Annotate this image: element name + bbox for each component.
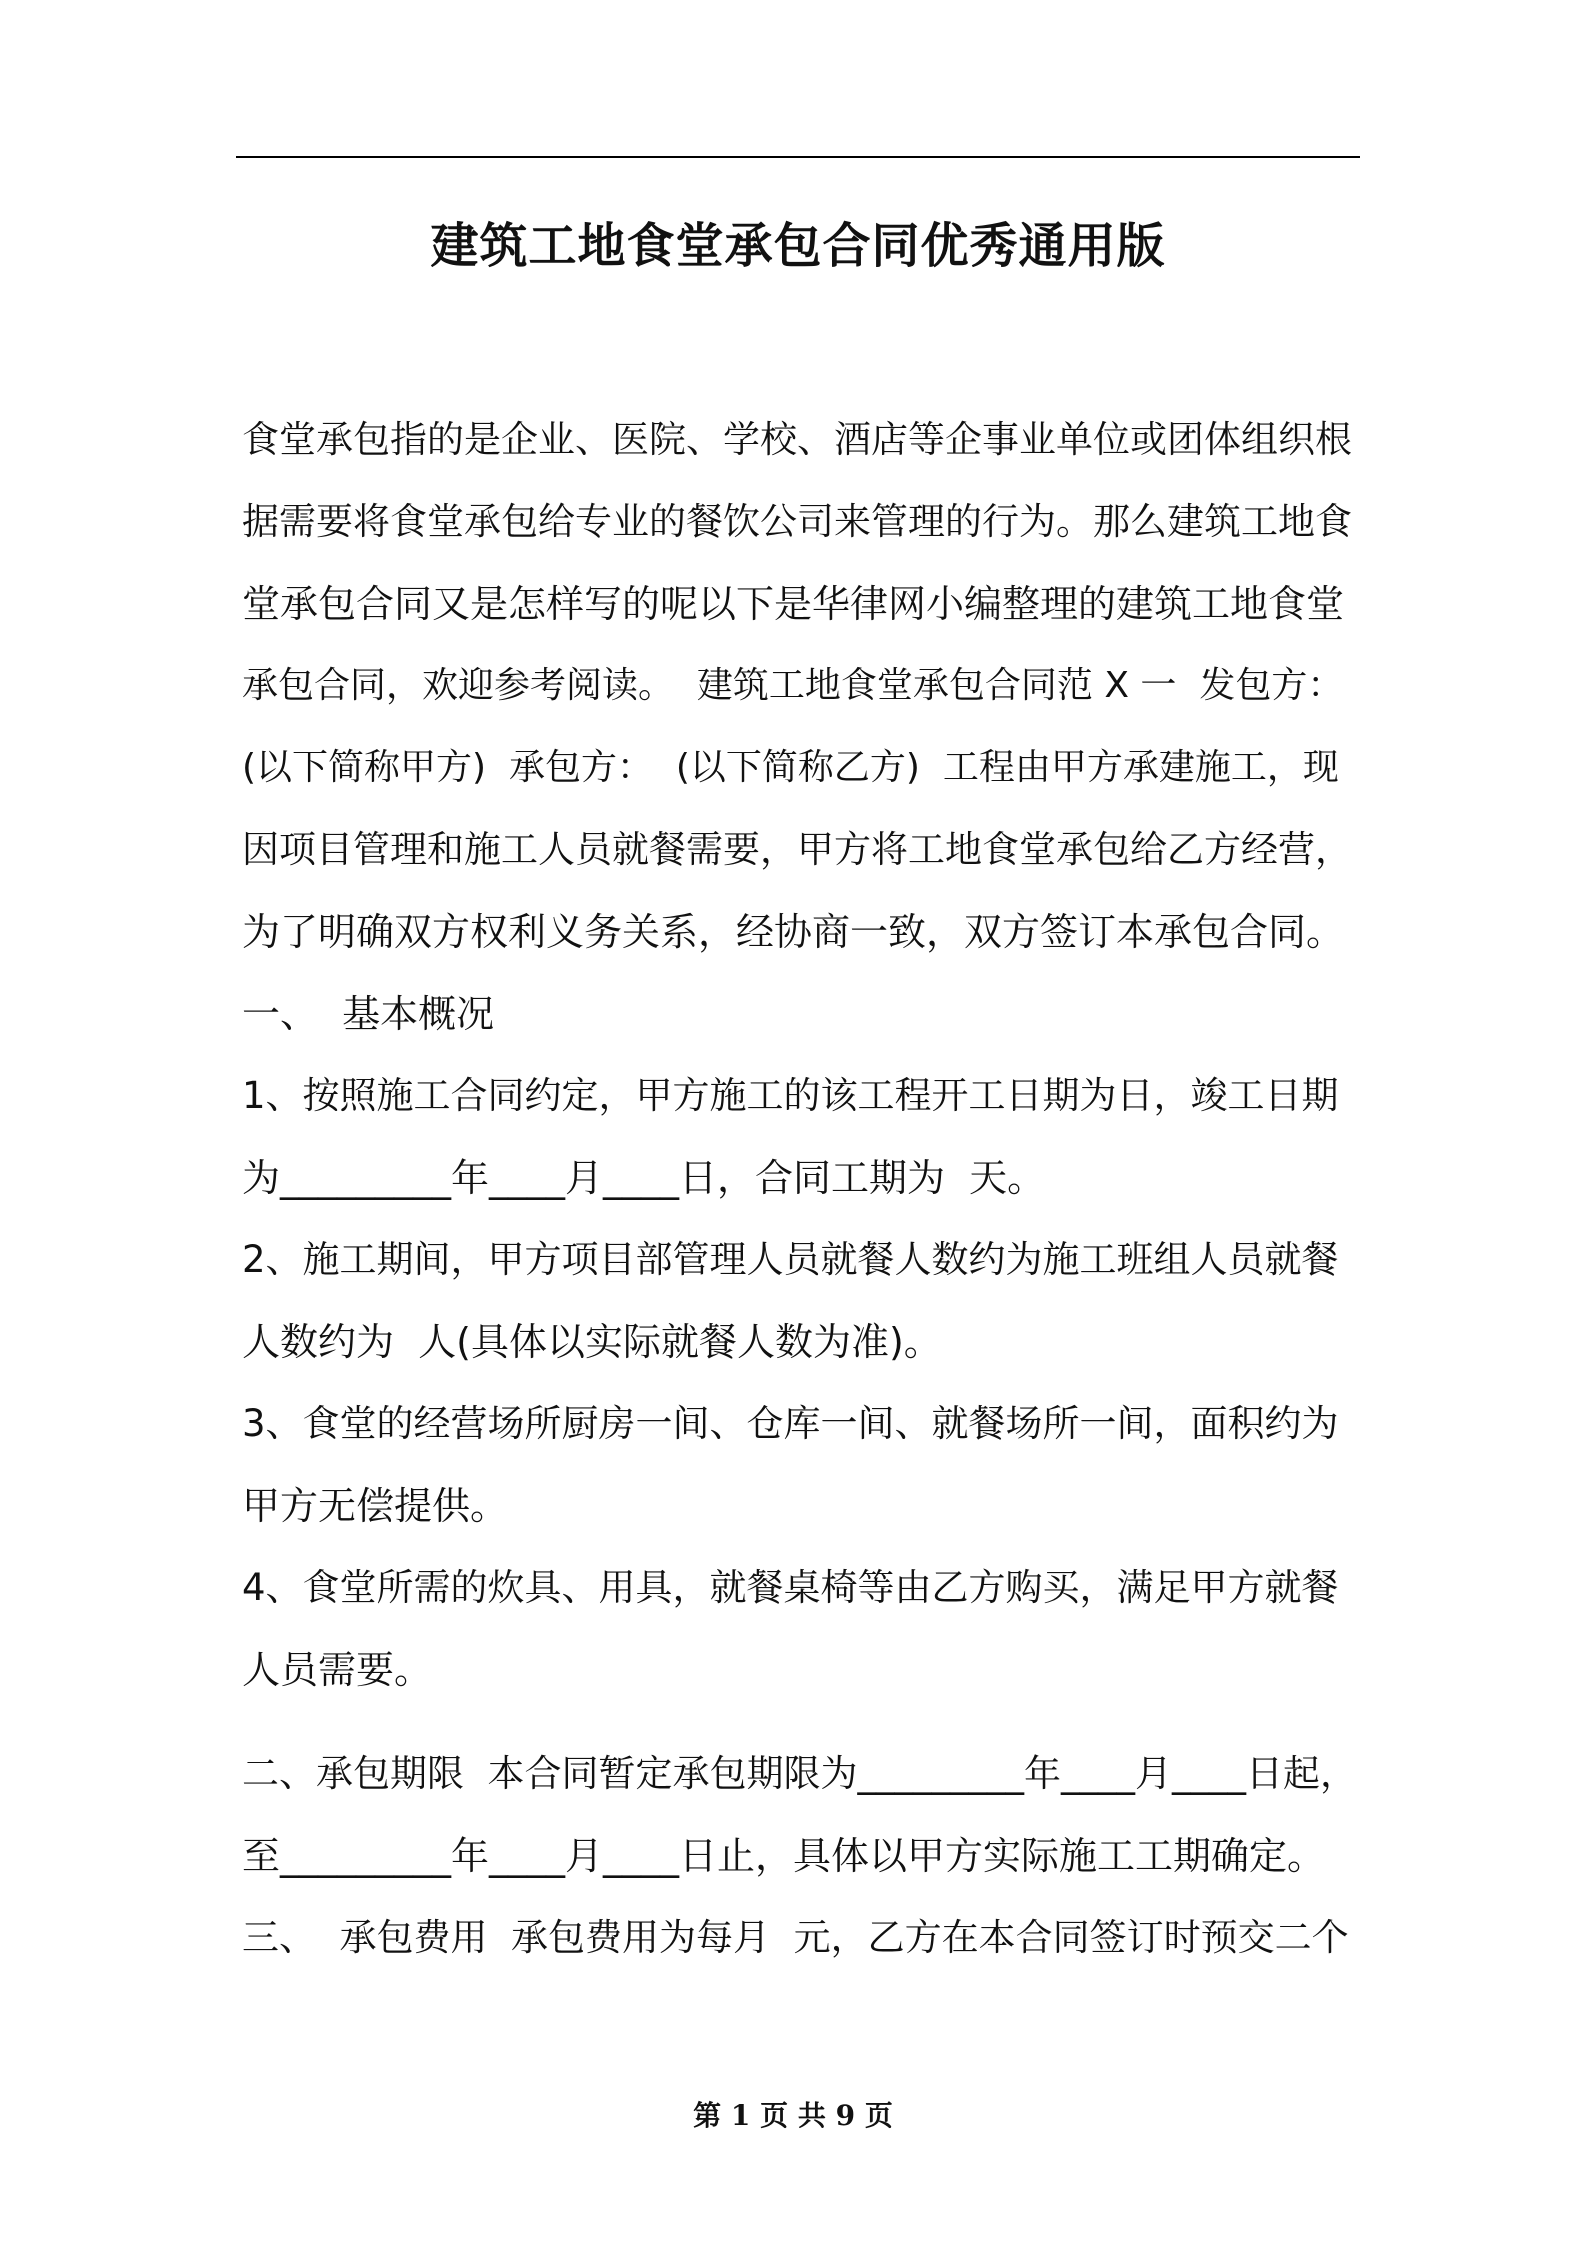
body-line: 为_________年____月____日，合同工期为 天。	[242, 1156, 1046, 1200]
body-line: 承包合同，欢迎参考阅读。 建筑工地食堂承包合同范 X 一 发包方：	[242, 665, 1344, 706]
body-line: 4、食堂所需的炊具、用具，就餐桌椅等由乙方购买，满足甲方就餐	[242, 1566, 1339, 1609]
body-line: 食堂承包指的是企业、医院、学校、酒店等企事业单位或团体组织根	[242, 418, 1352, 461]
section-heading: 二、承包期限 本合同暂定承包期限为_________年____月____日起，	[242, 1752, 1358, 1795]
page-number: 第 1 页 共 9 页	[693, 2099, 893, 2132]
body-line: 因项目管理和施工人员就餐需要，甲方将工地食堂承包给乙方经营，	[242, 828, 1352, 871]
section-heading: 三、 承包费用 承包费用为每月 元，乙方在本合同签订时预交二个	[242, 1916, 1349, 1959]
body-line: 据需要将食堂承包给专业的餐饮公司来管理的行为。那么建筑工地食	[242, 500, 1352, 543]
body-line: 甲方无偿提供。	[242, 1484, 509, 1528]
header-rule	[236, 156, 1360, 158]
body-line: 2、施工期间，甲方项目部管理人员就餐人数约为施工班组人员就餐	[242, 1238, 1339, 1281]
body-line: 1、按照施工合同约定，甲方施工的该工程开工日期为日，竣工日期	[242, 1074, 1339, 1117]
body-line: 人员需要。	[242, 1648, 433, 1692]
body-line: 人数约为 人(具体以实际就餐人数为准)。	[242, 1320, 942, 1364]
document-title: 建筑工地食堂承包合同优秀通用版	[430, 218, 1166, 274]
section-heading: 一、 基本概况	[242, 992, 495, 1036]
body-line: 堂承包合同又是怎样写的呢以下是华律网小编整理的建筑工地食堂	[242, 582, 1345, 626]
body-line: 至_________年____月____日止，具体以甲方实际施工工期确定。	[242, 1834, 1326, 1878]
body-line: (以下简称甲方) 承包方： (以下简称乙方) 工程由甲方承建施工，现	[242, 747, 1339, 788]
body-line: 3、食堂的经营场所厨房一间、仓库一间、就餐场所一间，面积约为	[242, 1402, 1339, 1445]
body-line: 为了明确双方权利义务关系，经协商一致，双方签订本承包合同。	[242, 910, 1345, 954]
